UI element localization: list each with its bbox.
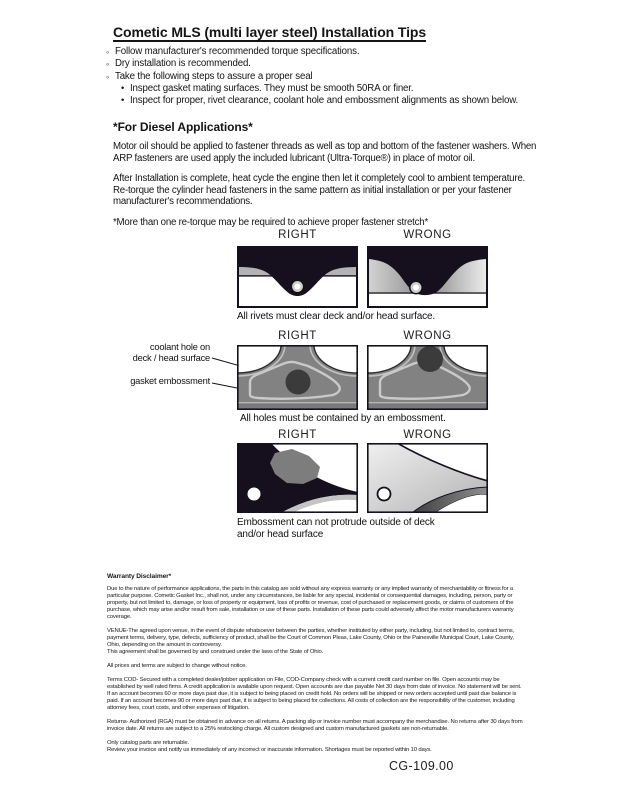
disclaimer-paragraph-review-invoice: Review your invoice and notify us immediately of any incorrect or inaccurate information. Shortages must be reported within 10 days. [107, 747, 432, 753]
protrusion-right-illustration [237, 443, 358, 513]
disclaimer-paragraph-venue: VENUE-The agreed upon venue, in the event of dispute whatsoever between the parties, whether instituted by either party, including, but not limited to, contract terms, payment terms, delivery, type, defects, sufficiency of product, shall be the Court of Common Pleas, Lake County, Ohio or the Painesville Municipal Court, Lake County, Ohio, depending on the amount in controversy. [107, 628, 515, 648]
row2-caption: All holes must be contained by an embossment. [240, 413, 446, 424]
protrusion-wrong-illustration [367, 443, 488, 513]
row3-caption-line2: and/or head surface [237, 528, 324, 540]
page-code: CG-109.00 [389, 759, 454, 773]
disclaimer-paragraph-catalog-parts: Only catalog parts are returnable. [107, 740, 189, 746]
row2-wrong-label: WRONG [403, 330, 452, 342]
diesel-paragraph-motor-oil: Motor oil should be applied to fastener threads as well as top and bottom of the fastener washers. When ARP fasteners are used apply the included lubricant (Ultra-Torque®) in place of motor oil. [113, 141, 537, 164]
rivet-clearance-right-illustration [237, 246, 358, 308]
coolant-hole-label-line1: coolant hole on [149, 342, 210, 352]
disclaimer-paragraph-warranty: Due to the nature of performance applications, the parts in this catalog are sold without any express warranty or any implied warranty of merchantability or fitness for a particular purpose. Cometic Gasket Inc., shall not, under any circumstances, be liable for any special, incidental or consequential damages, including, person, party or property, but not limited to, damage, or loss of property or equipment, loss of profits or revenue, cost of purchased or replacement goods, or claims of customers of the purchase, which may arise and/or result from sale, installation or use of these parts. Installation of these parts could adversely affect the motor manufacturers warranty coverage. [107, 586, 514, 620]
row3-right-diagram [237, 443, 358, 518]
intro-text-block [106, 24, 537, 228]
bullet-dry-install: ◦ Dry installation is recommended. [106, 58, 530, 70]
disclaimer-paragraph-returns: Returns- Authorized (RGA) must be obtained in advance on all returns. A packing slip or invoice number must accompany the merchandise. No returns after 30 days from invoice date. All returns are subject to a 25% restocking charge. All custom designed and custom manufactured gaskets are non-returnable. [107, 719, 523, 732]
row2-right-diagram [237, 345, 358, 415]
row1-wrong-diagram [367, 246, 488, 313]
page-title: Cometic MLS (multi layer steel) Installation Tips [113, 24, 427, 40]
coolant-hole-label-line2: deck / head surface [132, 352, 210, 363]
hole-embossment-right-illustration [237, 345, 358, 410]
row2-right-label: RIGHT [278, 330, 317, 342]
subbullet-alignments: • Inspect for proper, rivet clearance, coolant hole and embossment alignments as shown below. [121, 95, 530, 107]
disclaimer-paragraph-prices: All prices and terms are subject to change without notice. [107, 663, 247, 669]
row1-right-label: RIGHT [278, 229, 317, 241]
diesel-applications-heading: *For Diesel Applications* [113, 120, 253, 135]
subbullet-mating-surfaces: • Inspect gasket mating surfaces. They must be smooth 50RA or finer. [121, 83, 530, 95]
row3-wrong-diagram [367, 443, 488, 518]
bullet-torque-specs: ◦ Follow manufacturer's recommended torque specifications. [106, 46, 530, 58]
row3-caption-line1: Embossment can not protrude outside of deck [237, 517, 435, 528]
row3-caption [237, 517, 435, 540]
row3-wrong-label: WRONG [403, 429, 452, 441]
row2-wrong-diagram [367, 345, 488, 415]
gasket-embossment-label: gasket embossment [130, 376, 210, 386]
warranty-disclaimer-heading: Warranty Disclaimer* [107, 573, 172, 580]
hole-embossment-wrong-illustration [367, 345, 488, 410]
warranty-disclaimer-section [107, 573, 524, 754]
bullet-proper-seal: ◦ Take the following steps to assure a proper seal [106, 71, 530, 83]
row1-caption: All rivets must clear deck and/or head surface. [237, 311, 436, 322]
row1-wrong-label: WRONG [403, 229, 452, 241]
retorque-note: *More than one re-torque may be required to achieve proper fastener stretch* [113, 216, 428, 228]
disclaimer-paragraph-governing-law: This agreement shall be governed by and construed under the laws of the State of Ohio. [107, 649, 324, 655]
diesel-paragraph-heat-cycle: After Installation is complete, heat cycle the engine then let it completely cool to ambient temperature. Re-torque the cylinder head fasteners in the same pattern as initial installation or per your fastener manufacturer's recommendations. [113, 173, 525, 208]
row1-right-diagram [237, 246, 358, 313]
disclaimer-paragraph-terms-cod: Terms COD- Secured with a completed dealer/jobber application on File, COD-Company check with a current credit card number on file. Open accounts may be established by well rated firms. A credit application is available upon request. Open accounts are due payable Net 30 days from date of invoice. No statement will be sent. If an account becomes 60 or more days past due, it is subject to being placed on credit hold. No orders will be shipped or new orders accepted until past due balance is paid. If an account becomes 90 or more days past due, it is subject to being placed for collections. All costs of collection are the responsibility of the customer, including attorney fees, court costs, and other expenses of litigation. [107, 677, 522, 711]
coolant-hole-label [118, 342, 210, 364]
row3-right-label: RIGHT [278, 429, 317, 441]
rivet-clearance-wrong-illustration [367, 246, 488, 308]
